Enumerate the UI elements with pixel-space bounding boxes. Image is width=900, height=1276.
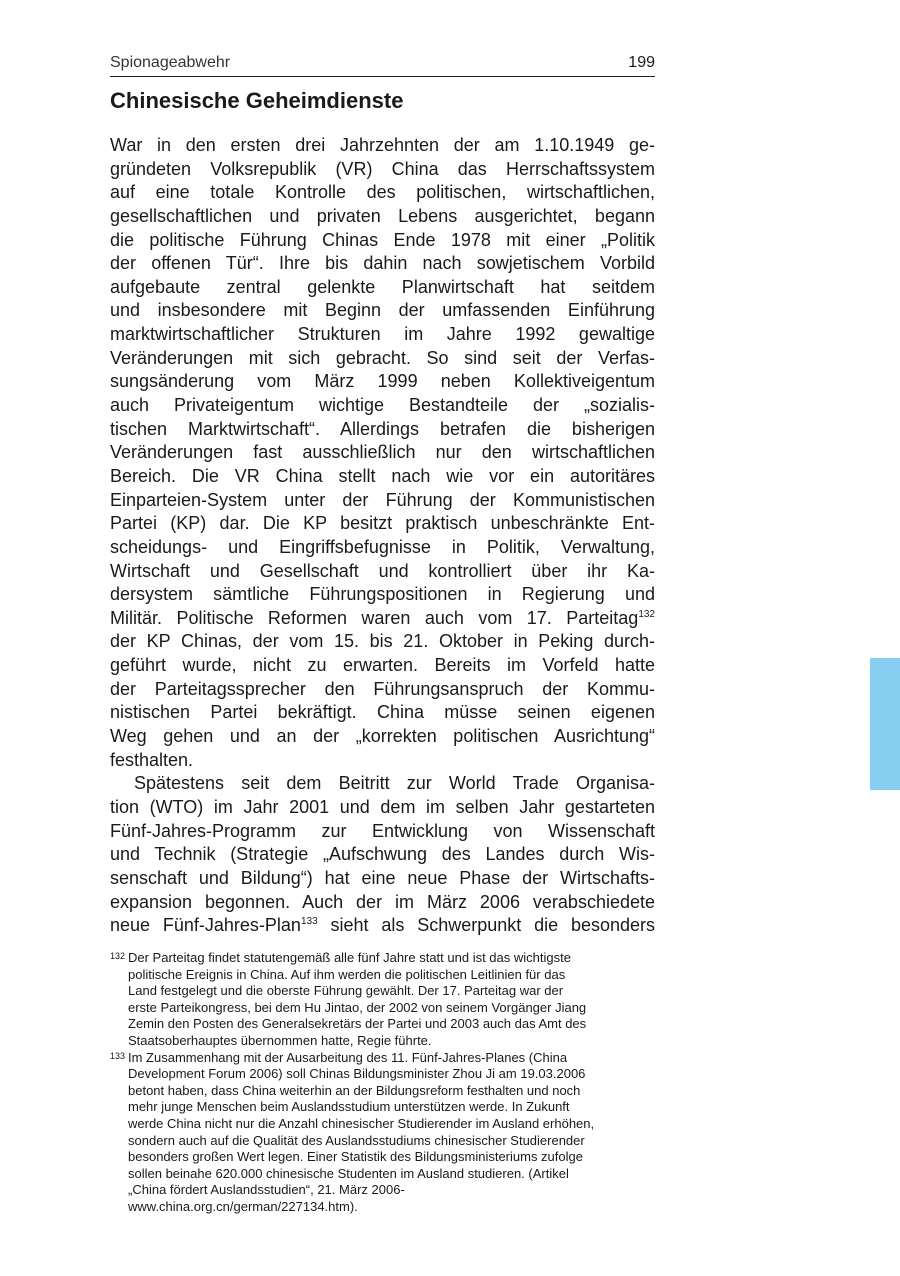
body-line <box>110 229 655 253</box>
body-line-text: Veränderungen fast ausschließlich nur den wirtschaftlichen <box>110 442 655 463</box>
body-line-text: festhalten. <box>110 749 194 770</box>
body-line <box>110 725 655 749</box>
body-line-text: die politische Führung Chinas Ende 1978 mit einer „Politik <box>110 229 655 250</box>
footnotes <box>110 950 660 1216</box>
page-number: 199 <box>628 54 655 71</box>
body-line <box>110 867 655 891</box>
body-line <box>110 891 655 915</box>
running-header <box>110 54 655 77</box>
body-line <box>110 299 655 323</box>
body-line-text: aufgebaute zentral gelenkte Planwirtschaft hat seitdem <box>110 276 655 297</box>
body-line <box>110 465 655 489</box>
body-line-text: der KP Chinas, der vom 15. bis 21. Oktober in Peking durch- <box>110 631 655 652</box>
footnote-number: 132 <box>110 951 126 961</box>
body-line <box>110 252 655 276</box>
footnote-line: werde China nicht nur die Anzahl chinesischer Studierender im Ausland erhöhen, <box>128 1115 595 1131</box>
body-line <box>110 630 655 654</box>
footnote <box>110 1050 660 1216</box>
body-line-text: gründeten Volksrepublik (VR) China das Herrschaftssystem <box>110 158 655 179</box>
body-line <box>110 489 655 513</box>
body-line-text: sungsänderung vom März 1999 neben Kollektiveigentum <box>110 371 655 392</box>
body-line <box>110 607 655 631</box>
body-line-text: gesellschaftlichen und privaten Lebens ausgerichtet, begann <box>110 205 655 226</box>
footnote <box>110 950 660 1050</box>
body-line <box>110 323 655 347</box>
body-line <box>110 583 655 607</box>
body-line <box>110 820 655 844</box>
body-line <box>110 181 655 205</box>
body-line <box>110 158 655 182</box>
body-line <box>110 701 655 725</box>
body-line <box>110 796 655 820</box>
body-line-text: Spätestens seit dem Beitritt zur World Trade Organisa- <box>134 773 655 794</box>
footnote-number: 133 <box>110 1050 126 1061</box>
body-line-text: expansion begonnen. Auch der im März 2006 verabschiedete <box>110 891 655 912</box>
footnote-line: politische Ereignis in China. Auf ihm werden die politischen Leitlinien für das <box>128 966 566 982</box>
body-line-text: tischen Marktwirtschaft“. Allerdings betrafen die bisherigen <box>110 418 655 439</box>
body-line <box>110 560 655 584</box>
body-line-text: tion (WTO) im Jahr 2001 und dem im selben Jahr gestarteten <box>110 796 655 817</box>
chapter-thumb-tab <box>870 658 900 790</box>
footnote-ref[interactable]: 132 <box>638 608 655 620</box>
body-line-text: scheidungs- und Eingriffsbefugnisse in Politik, Verwaltung, <box>110 536 655 557</box>
footnote-line: Im Zusammenhang mit der Ausarbeitung des 11. Fünf-Jahres-Planes (China <box>128 1049 568 1065</box>
body-line <box>110 772 655 796</box>
body-line <box>110 914 655 938</box>
footnote-line: Land festgelegt und die oberste Führung gewählt. Der 17. Parteitag war der <box>128 983 564 999</box>
body-line <box>110 370 655 394</box>
body-line <box>110 536 655 560</box>
body-line <box>110 205 655 229</box>
footnote-line: sondern auch auf die Qualität des Auslandsstudiums chinesischer Studierender <box>128 1132 585 1148</box>
body-line-text: und Technik (Strategie „Aufschwung des Landes durch Wis- <box>110 844 655 865</box>
body-line <box>110 418 655 442</box>
body-line <box>110 276 655 300</box>
body-line-text: geführt wurde, nicht zu erwarten. Bereits im Vorfeld hatte <box>110 655 655 676</box>
body-line-text: und insbesondere mit Beginn der umfassenden Einführung <box>110 300 655 321</box>
body-line <box>110 347 655 371</box>
footnote-line: sollen beinahe 620.000 chinesische Studenten im Ausland studieren. (Artikel <box>128 1165 569 1181</box>
body-line-text: nistischen Partei bekräftigt. China müsse seinen eigenen <box>110 702 655 723</box>
body-line-text: War in den ersten drei Jahrzehnten der am 1.10.1949 ge- <box>110 135 655 155</box>
body-line-text: Weg gehen und an der „korrekten politischen Ausrichtung“ <box>110 726 655 747</box>
footnote-line: mehr junge Menschen beim Auslandsstudium unterstützen werde. In Zukunft <box>128 1099 570 1115</box>
body-line <box>110 678 655 702</box>
body-line-text: auf eine totale Kontrolle des politischen, wirtschaftlichen, <box>110 182 655 203</box>
footnote-ref[interactable]: 133 <box>300 916 318 928</box>
footnote-line: Development Forum 2006) soll Chinas Bildungsminister Zhou Ji am 19.03.2006 <box>128 1066 586 1082</box>
body-line-text: dersystem sämtliche Führungspositionen in Regierung und <box>110 584 655 605</box>
body-line-text: Bereich. Die VR China stellt nach wie vor ein autoritäres <box>110 465 655 486</box>
body-line <box>110 441 655 465</box>
footnote-line: Staatsoberhauptes übernommen hatte, Regie führte. <box>128 1032 432 1048</box>
footnote-line: „China fördert Auslandsstudien“, 21. März 2006- <box>128 1182 405 1198</box>
body-line <box>110 394 655 418</box>
footnote-line: erste Parteikongress, bei dem Hu Jintao, der 2002 von seinem Vorgänger Jiang <box>128 999 587 1015</box>
body-line-text: Militär. Politische Reformen waren auch vom 17. Parteitag <box>110 607 639 628</box>
footnote-line: Der Parteitag findet statutengemäß alle fünf Jahre statt und ist das wichtigste <box>128 950 571 965</box>
body-line-text: der offenen Tür“. Ihre bis dahin nach sowjetischem Vorbild <box>110 253 655 274</box>
body-line-text: der Parteitagssprecher den Führungsanspruch der Kommu- <box>110 678 655 699</box>
body-line-text: marktwirtschaftlicher Strukturen im Jahre 1992 gewaltige <box>110 324 655 345</box>
footnote-line: www.china.org.cn/german/227134.htm). <box>128 1198 358 1214</box>
body-line <box>110 134 655 158</box>
footnote-line: betont haben, dass China weiterhin an der Bildungsreform festhalten und noch <box>128 1082 581 1098</box>
body-line-text: Wirtschaft und Gesellschaft und kontrolliert über ihr Ka- <box>110 560 655 581</box>
body-line <box>110 843 655 867</box>
body-line-text: neue Fünf-Jahres-Plan <box>110 915 301 936</box>
body-line-text: Partei (KP) dar. Die KP besitzt praktisch unbeschränkte Ent- <box>110 513 655 534</box>
body-line-text: Veränderungen mit sich gebracht. So sind seit der Verfas- <box>110 347 655 368</box>
body-line-text: auch Privateigentum wichtige Bestandteile der „sozialis- <box>110 395 655 416</box>
body-line <box>110 654 655 678</box>
body-line <box>110 512 655 536</box>
running-title: Spionageabwehr <box>110 54 231 71</box>
footnote-line: Zemin den Posten des Generalsekretärs der Partei und 2003 auch das Amt des <box>128 1016 587 1032</box>
body-line <box>110 749 655 773</box>
body-line-text: Einparteien-System unter der Führung der Kommunistischen <box>110 489 655 510</box>
body-line-text: senschaft und Bildung“) hat eine neue Phase der Wirtschafts- <box>110 867 655 888</box>
body-line-text: Fünf-Jahres-Programm zur Entwicklung von Wissenschaft <box>110 820 655 841</box>
body-text <box>110 134 655 938</box>
footnote-line: besonders großen Wert legen. Einer Statistik des Bildungsministeriums zufolge <box>128 1149 583 1165</box>
section-title: Chinesische Geheimdienste <box>110 88 404 113</box>
body-line-text: sieht als Schwerpunkt die besonders <box>317 915 656 936</box>
